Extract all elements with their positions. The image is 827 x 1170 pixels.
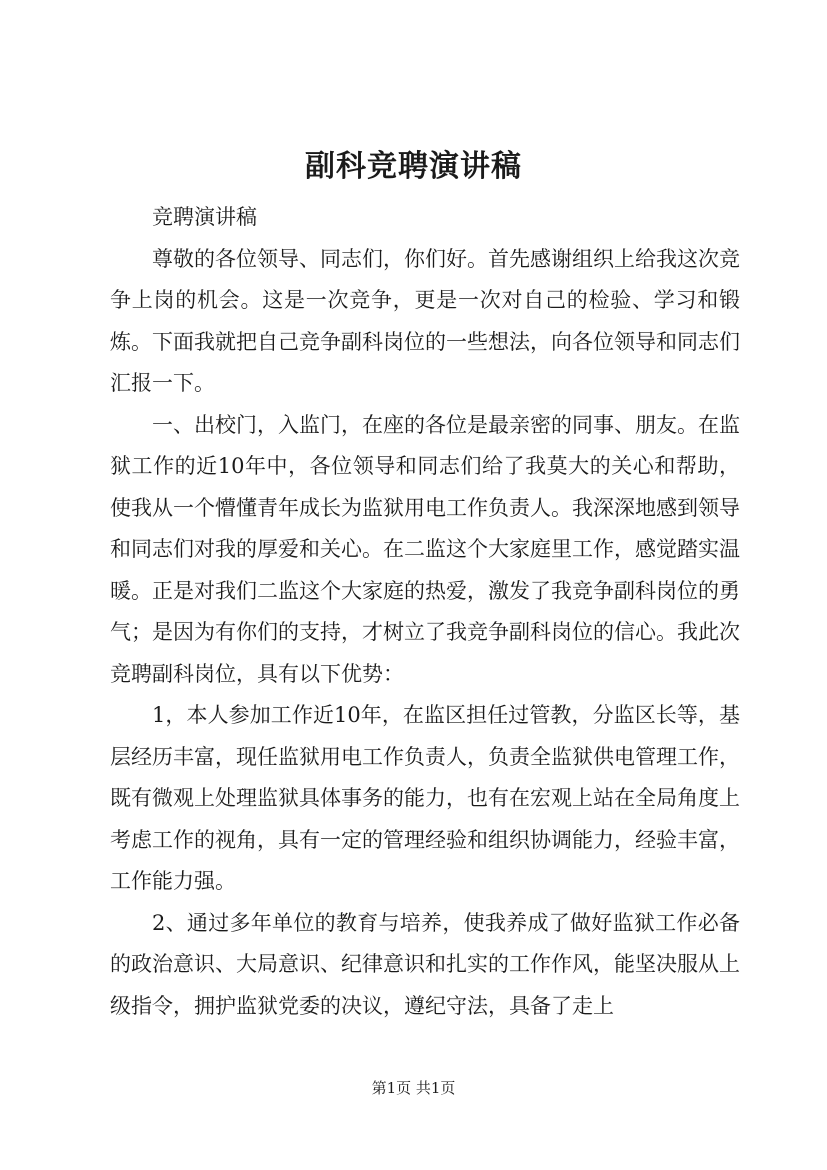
paragraph-point-one: 1，本人参加工作近10年，在监区担任过管教，分监区长等，基层经历丰富，现任监狱用电工作负责人，负责全监狱供电管理工作，既有微观上处理监狱具体事务的能力，也有在宏观上站在全局角度上考虑工作的视角，具有一定的管理经验和组织协调能力，经验丰富，工作能力强。: [110, 703, 740, 893]
paragraph-point-two: 2、通过多年单位的教育与培养，使我养成了做好监狱工作必备的政治意识、大局意识、纪律意识和扎实的工作作风，能坚决服从上级指令，拥护监狱党委的决议，遵纪守法，具备了走上: [110, 910, 740, 1018]
page-footer: 第1页 共1页: [371, 1079, 456, 1097]
document-body: [110, 197, 740, 1027]
paragraph-section-one: 一、出校门，入监门，在座的各位是最亲密的同事、朋友。在监狱工作的近10年中，各位领导和同志们给了我莫大的关心和帮助，使我从一个懵懂青年成长为监狱用电工作负责人。我深深地感到领导和同志们对我的厚爱和关心。在二监这个大家庭里工作，感觉踏实温暖。正是对我们二监这个大家庭的热爱，激发了我竞争副科岗位的勇气；是因为有你们的支持，才树立了我竞争副科岗位的信心。我此次竞聘副科岗位，具有以下优势：: [110, 412, 740, 686]
paragraph-subtitle: 竞聘演讲稿: [152, 205, 257, 229]
paragraph-greeting: 尊敬的各位领导、同志们，你们好。首先感谢组织上给我这次竞争上岗的机会。这是一次竞争，更是一次对自己的检验、学习和锻炼。下面我就把自己竞争副科岗位的一些想法，向各位领导和同志们汇报一下。: [110, 246, 740, 395]
document-title: 副科竞聘演讲稿: [305, 149, 522, 184]
